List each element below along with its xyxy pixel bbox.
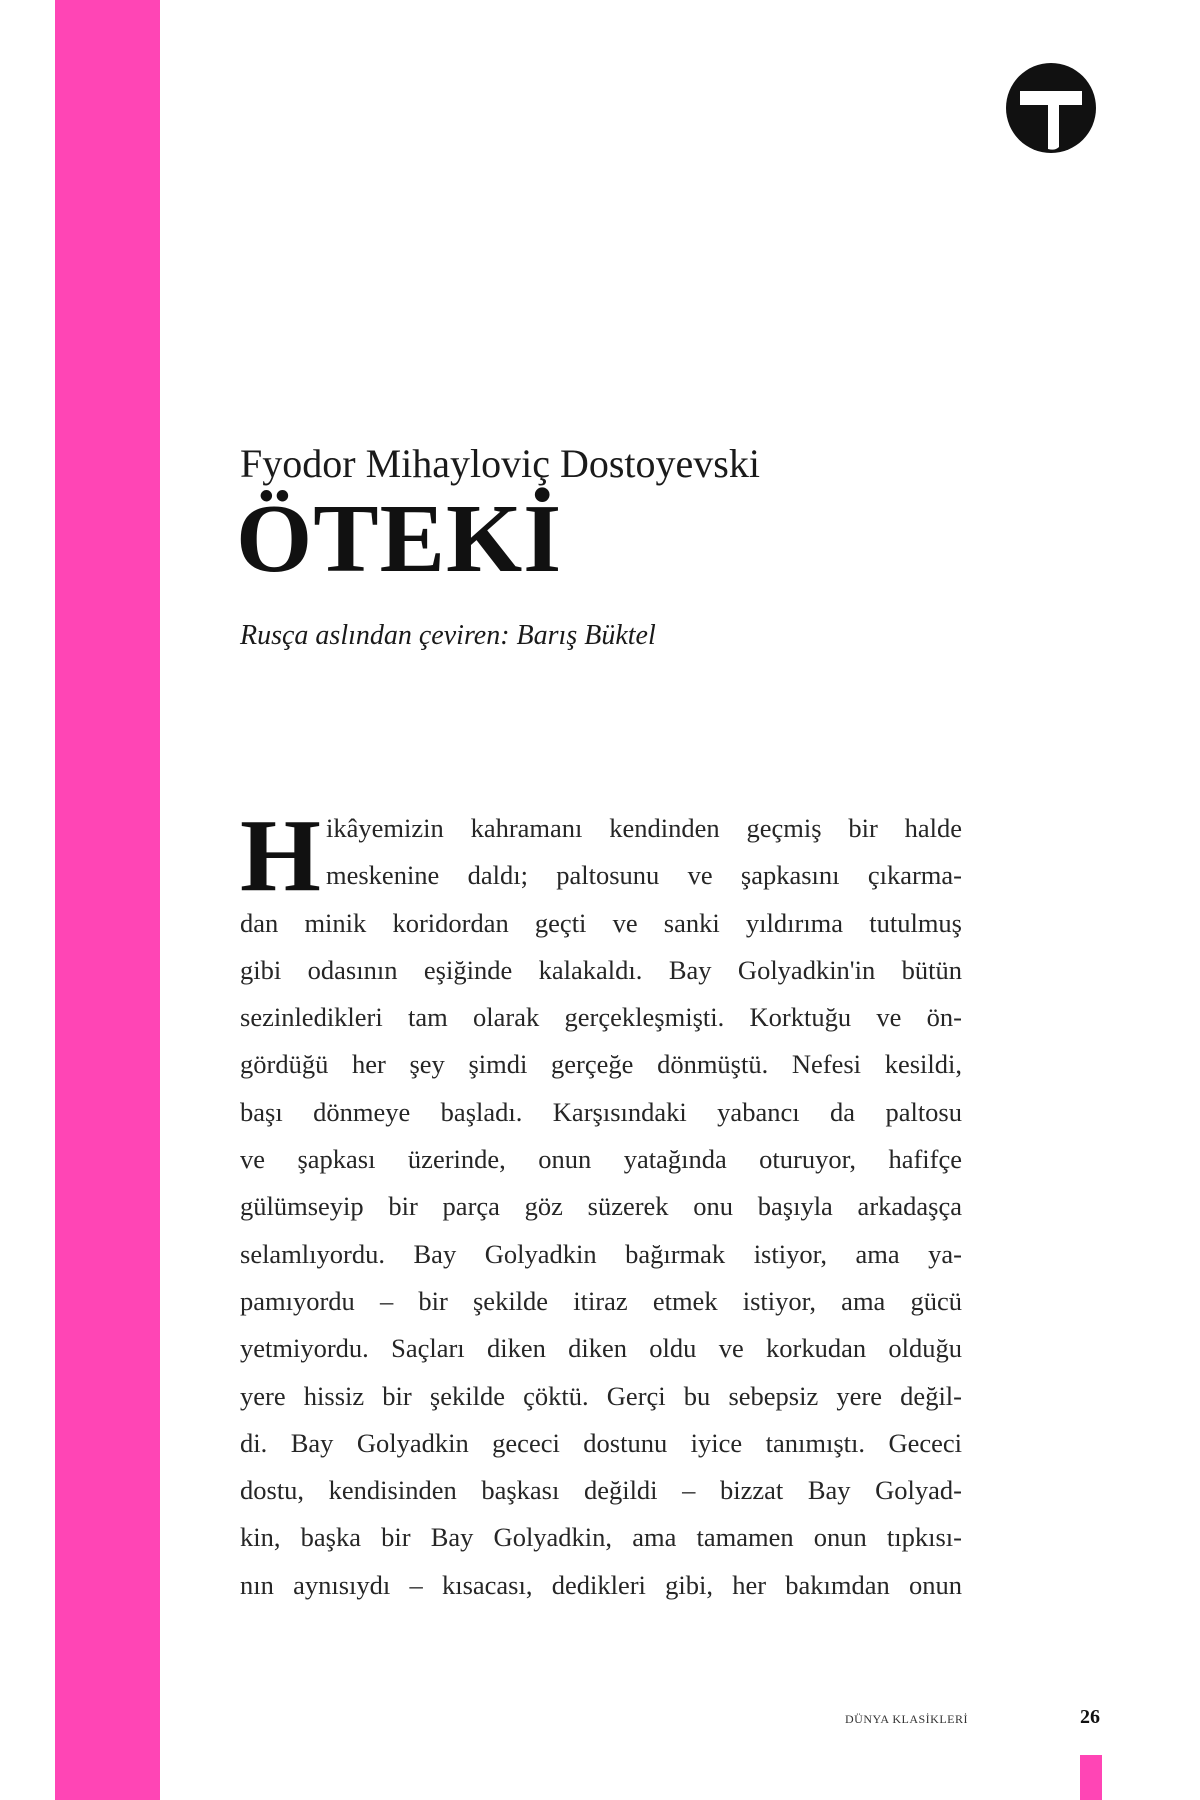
series-label: DÜNYA KLASİKLERİ xyxy=(845,1712,968,1726)
excerpt-line: dan minik koridordan geçti ve sanki yıldırıma tutulmuş xyxy=(240,907,962,938)
excerpt-line: yere hissiz bir şekilde çöktü. Gerçi bu sebepsiz yere değil- xyxy=(240,1380,962,1411)
excerpt-line: pamıyordu – bir şekilde itiraz etmek istiyor, ama gücü xyxy=(240,1285,962,1316)
excerpt-line: meskenine daldı; paltosunu ve şapkasını çıkarma- xyxy=(326,860,962,891)
excerpt-line: ikâyemizin kahramanı kendinden geçmiş bir halde xyxy=(326,813,962,843)
pink-page-marker xyxy=(1080,1755,1102,1800)
excerpt-line: di. Bay Golyadkin gececi dostunu iyice tanımıştı. Gececi xyxy=(240,1427,962,1458)
book-title: ÖTEKİ xyxy=(236,485,563,593)
excerpt-line: kin, başka bir Bay Golyadkin, ama tamamen onun tıpkısı- xyxy=(240,1522,962,1553)
author-name: Fyodor Mihayloviç Dostoyevski xyxy=(240,441,760,486)
excerpt-line: başı dönmeye başladı. Karşısındaki yabancı da paltosu xyxy=(240,1096,962,1127)
drop-cap: H xyxy=(240,798,321,913)
excerpt-line: dostu, kendisinden başkası değildi – bizzat Bay Golyad- xyxy=(240,1475,962,1506)
excerpt-line: sezinledikleri tam olarak gerçekleşmişti. Korktuğu ve ön- xyxy=(240,1002,962,1033)
excerpt-line: gibi odasının eşiğinde kalakaldı. Bay Golyadkin'in bütün xyxy=(240,954,962,985)
excerpt-line: ve şapkası üzerinde, onun yatağında oturuyor, hafifçe xyxy=(240,1144,962,1175)
pink-spine-band xyxy=(55,0,160,1800)
excerpt-text xyxy=(240,798,962,1609)
excerpt-line: selamlıyordu. Bay Golyadkin bağırmak istiyor, ama ya- xyxy=(240,1238,962,1269)
publisher-t-logo-icon xyxy=(1006,63,1096,153)
page-number: 26 xyxy=(1080,1706,1100,1728)
excerpt-line: gördüğü her şey şimdi gerçeğe dönmüştü. Nefesi kesildi, xyxy=(240,1049,962,1080)
excerpt-line: gülümseyip bir parça göz süzerek onu başıyla arkadaşça xyxy=(240,1191,962,1222)
translator-credit: Rusça aslından çeviren: Barış Büktel xyxy=(240,620,656,651)
excerpt-line: nın aynısıydı – kısacası, dedikleri gibi, her bakımdan onun xyxy=(240,1569,962,1600)
excerpt-line: yetmiyordu. Saçları diken diken oldu ve korkudan olduğu xyxy=(240,1333,962,1364)
